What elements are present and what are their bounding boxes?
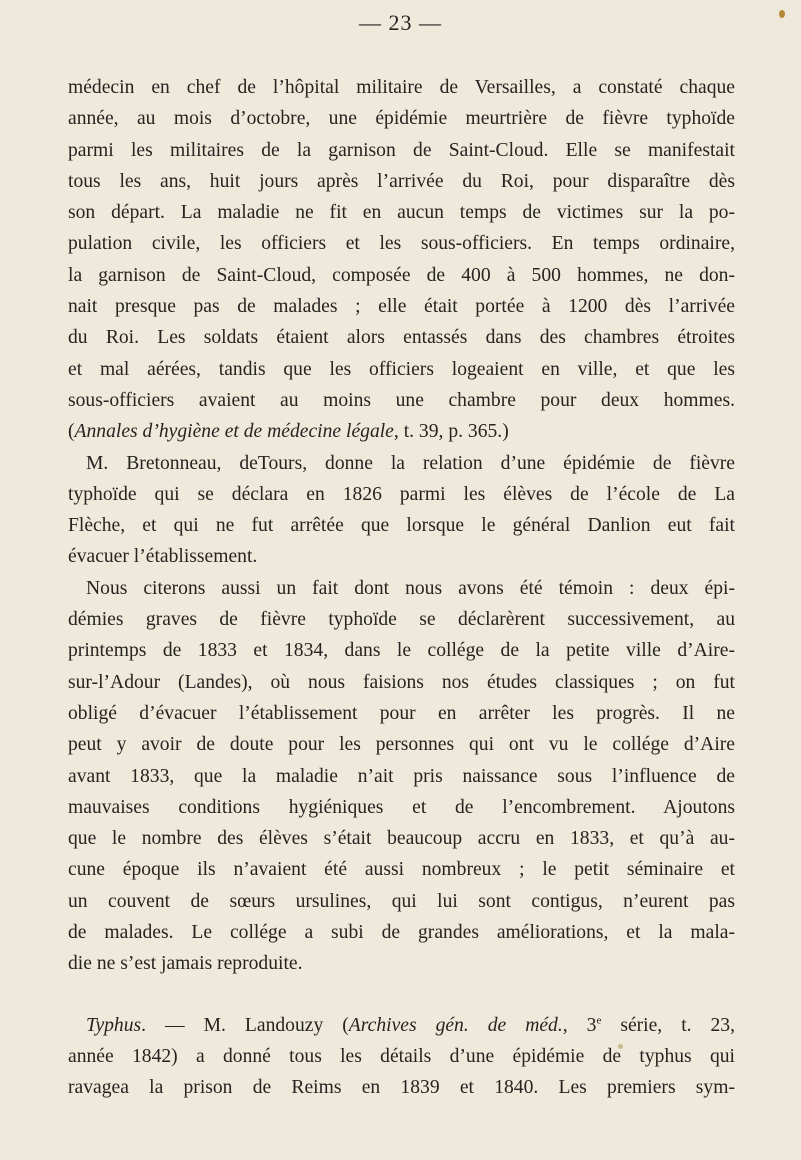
text-line: année, au mois d’octobre, une épidémie meurtrière de fièvre typhoïde [68, 108, 735, 130]
text-line: pulation civile, les officiers et les sous-officiers. En temps ordinaire, [68, 233, 735, 255]
text-line: Nous citerons aussi un fait dont nous avons été témoin : deux épi- [86, 577, 735, 599]
text-line: la garnison de Saint-Cloud, composée de 400 à 500 hommes, ne don- [68, 264, 735, 286]
text-line: année 1842) a donné tous les détails d’une épidémie de typhus qui [68, 1045, 735, 1067]
page-number: — 23 — [359, 10, 442, 35]
text-line: évacuer l’établissement. [68, 546, 258, 568]
body-text [68, 72, 735, 1104]
superscript-e: e [596, 1014, 602, 1027]
text-line: printemps de 1833 et 1834, dans le collége de la petite ville d’Aire- [68, 640, 735, 662]
typhus-heading-line [68, 1010, 735, 1041]
text-line: die ne s’est jamais reproduite. [68, 953, 303, 975]
text-line: obligé d’évacuer l’établissement pour en arrêter les progrès. Il ne [68, 702, 735, 724]
volume-text: série, t. 23, [601, 1014, 736, 1036]
text-line: démies graves de fièvre typhoïde se déclarèrent successivement, au [68, 609, 735, 631]
text-line: son départ. La maladie ne fit en aucun temps de victimes sur la po- [68, 202, 735, 224]
text-line: un couvent de sœurs ursulines, qui lui sont contigus, n’eurent pas [68, 890, 735, 912]
text-line: sous-officiers avaient au moins une chambre pour deux hommes. [68, 389, 735, 411]
text-line: tous les ans, huit jours après l’arrivée du Roi, pour disparaître dès [68, 170, 735, 192]
text-line: cune époque ils n’avaient été aussi nombreux ; le petit séminaire et [68, 859, 735, 881]
paragraph-gap [68, 980, 735, 1010]
text-line: mauvaises conditions hygiéniques et de l’encombrement. Ajoutons [68, 796, 735, 818]
journal-title: Archives gén. de méd. [348, 1014, 563, 1036]
text-line: sur-l’Adour (Landes), où nous faisions nos études classiques ; on fut [68, 671, 735, 693]
section-term: Typhus [86, 1014, 142, 1036]
text-line: médecin en chef de l’hôpital militaire de Versailles, a constaté chaque [68, 77, 735, 98]
journal-series: , 3 [562, 1014, 597, 1036]
text-line: peut y avoir de doute pour les personnes qui ont vu le collége d’Aire [68, 734, 735, 756]
text-line: et mal aérées, tandis que les officiers logeaient en ville, et que les [68, 358, 735, 380]
text-line: typhoïde qui se déclara en 1826 parmi les élèves de l’école de La [68, 483, 735, 505]
citation-title: Annales d’hygiène et de médecine légale [74, 421, 394, 443]
citation-rest: , t. 39, p. 365.) [393, 421, 509, 443]
text-line: que le nombre des élèves s’était beaucoup accru en 1833, et qu’à au- [68, 828, 735, 850]
author-text: . — M. Landouzy ( [141, 1014, 349, 1036]
citation-open: ( [68, 421, 75, 443]
text-line: parmi les militaires de la garnison de Saint-Cloud. Elle se manifestait [68, 139, 735, 161]
text-line: du Roi. Les soldats étaient alors entassés dans des chambres étroites [68, 327, 735, 349]
text-line: ravagea la prison de Reims en 1839 et 1840. Les premiers sym- [68, 1077, 735, 1099]
text-line: nait presque pas de malades ; elle était portée à 1200 dès l’arrivée [68, 296, 735, 318]
text-line: de malades. Le collége a subi de grandes améliorations, et la mala- [68, 922, 735, 944]
ink-stain [779, 10, 785, 18]
text-line: Flèche, et qui ne fut arrêtée que lorsque le général Danlion eut fait [68, 515, 735, 537]
citation-line [68, 416, 735, 447]
text-line: avant 1833, que la maladie n’ait pris naissance sous l’influence de [68, 765, 735, 787]
text-line: M. Bretonneau, deTours, donne la relation d’une épidémie de fièvre [86, 452, 735, 474]
